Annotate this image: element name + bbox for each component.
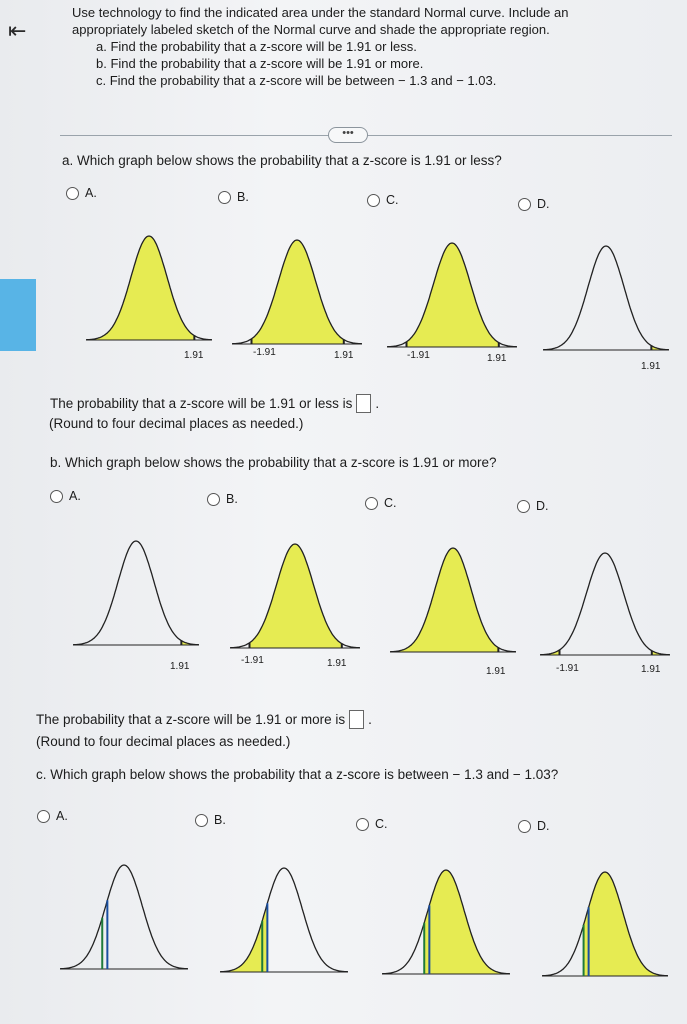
option-a-c[interactable]: C.: [367, 193, 399, 207]
option-b-a[interactable]: A.: [50, 489, 81, 503]
radio-button[interactable]: [517, 500, 530, 513]
answer-line-b: The probability that a z-score will be 1.91 or more is .: [36, 712, 372, 727]
shaded-region: [390, 548, 498, 652]
round-note: (Round to four decimal places as needed.): [36, 734, 291, 749]
tick-label: 1.91: [170, 661, 190, 672]
normal-curve: [220, 868, 348, 972]
normal-curve: [543, 246, 669, 350]
radio-button[interactable]: [367, 194, 380, 207]
side-tab[interactable]: [0, 279, 36, 351]
normal-curve-graph[interactable]: [232, 232, 362, 350]
shaded-region: [250, 544, 342, 648]
answer-input-b[interactable]: [349, 710, 364, 729]
normal-curve-graph[interactable]: [390, 540, 516, 658]
tick-label: -1.91: [407, 350, 430, 361]
answer-input-a[interactable]: [356, 394, 371, 413]
intro-line: Use technology to find the indicated area under the standard Normal curve. Include an: [72, 5, 569, 20]
normal-curve-graph[interactable]: [387, 235, 517, 353]
normal-curve: [60, 865, 188, 969]
option-c-d[interactable]: D.: [518, 819, 550, 833]
normal-curve-graph[interactable]: [73, 533, 199, 651]
normal-curve-graph[interactable]: [382, 862, 510, 980]
shaded-region: [220, 903, 267, 972]
tick-label: -1.91: [241, 655, 264, 666]
expand-more-button[interactable]: •••: [328, 127, 368, 143]
intro-part-c: c. Find the probability that a z-score will be between − 1.3 and − 1.03.: [96, 73, 497, 88]
radio-button[interactable]: [37, 810, 50, 823]
tick-label: 1.91: [486, 666, 506, 677]
normal-curve-graph[interactable]: [86, 228, 212, 346]
normal-curve: [73, 541, 199, 645]
round-note: (Round to four decimal places as needed.): [49, 416, 304, 431]
tick-label: 1.91: [641, 664, 661, 675]
normal-curve-graph[interactable]: [230, 536, 360, 654]
option-b-b[interactable]: B.: [207, 492, 238, 506]
tick-label: 1.91: [641, 361, 661, 372]
option-c-a[interactable]: A.: [37, 809, 68, 823]
tick-label: -1.91: [253, 347, 276, 358]
radio-button[interactable]: [195, 814, 208, 827]
shaded-region: [86, 236, 194, 340]
question-part-c: c. Which graph below shows the probability that a z-score is between − 1.3 and − 1.03?: [36, 767, 559, 782]
radio-button[interactable]: [50, 490, 63, 503]
normal-curve-graph[interactable]: [60, 857, 188, 975]
intro-part-a: a. Find the probability that a z-score will be 1.91 or less.: [96, 39, 417, 54]
tick-label: -1.91: [556, 663, 579, 674]
option-c-c[interactable]: C.: [356, 817, 388, 831]
radio-button[interactable]: [518, 820, 531, 833]
option-a-a[interactable]: A.: [66, 186, 97, 200]
back-arrow-icon[interactable]: ⇤: [8, 18, 27, 43]
shaded-region: [252, 240, 344, 344]
radio-button[interactable]: [218, 191, 231, 204]
question-part-a: a. Which graph below shows the probability that a z-score is 1.91 or less?: [62, 153, 502, 168]
option-a-b[interactable]: B.: [218, 190, 249, 204]
radio-button[interactable]: [365, 497, 378, 510]
option-c-b[interactable]: B.: [195, 813, 226, 827]
question-part-b: b. Which graph below shows the probability that a z-score is 1.91 or more?: [50, 455, 497, 470]
radio-button[interactable]: [356, 818, 369, 831]
normal-curve-graph[interactable]: [542, 864, 668, 982]
radio-button[interactable]: [207, 493, 220, 506]
normal-curve-graph[interactable]: [220, 860, 348, 978]
radio-button[interactable]: [518, 198, 531, 211]
intro-part-b: b. Find the probability that a z-score will be 1.91 or more.: [96, 56, 424, 71]
problem-statement: [72, 4, 672, 89]
tick-label: 1.91: [334, 350, 354, 361]
option-b-d[interactable]: D.: [517, 499, 549, 513]
normal-curve-graph[interactable]: [540, 545, 670, 661]
option-a-d[interactable]: D.: [518, 197, 550, 211]
tick-label: 1.91: [487, 353, 507, 364]
option-b-c[interactable]: C.: [365, 496, 397, 510]
normal-curve: [540, 553, 670, 655]
shaded-region: [407, 243, 499, 347]
tick-label: 1.91: [184, 350, 204, 361]
answer-line-a: The probability that a z-score will be 1.91 or less is .: [50, 396, 380, 411]
intro-line: appropriately labeled sketch of the Normal curve and shade the appropriate region.: [72, 22, 550, 37]
normal-curve-graph[interactable]: [543, 238, 669, 356]
tick-label: 1.91: [327, 658, 347, 669]
radio-button[interactable]: [66, 187, 79, 200]
